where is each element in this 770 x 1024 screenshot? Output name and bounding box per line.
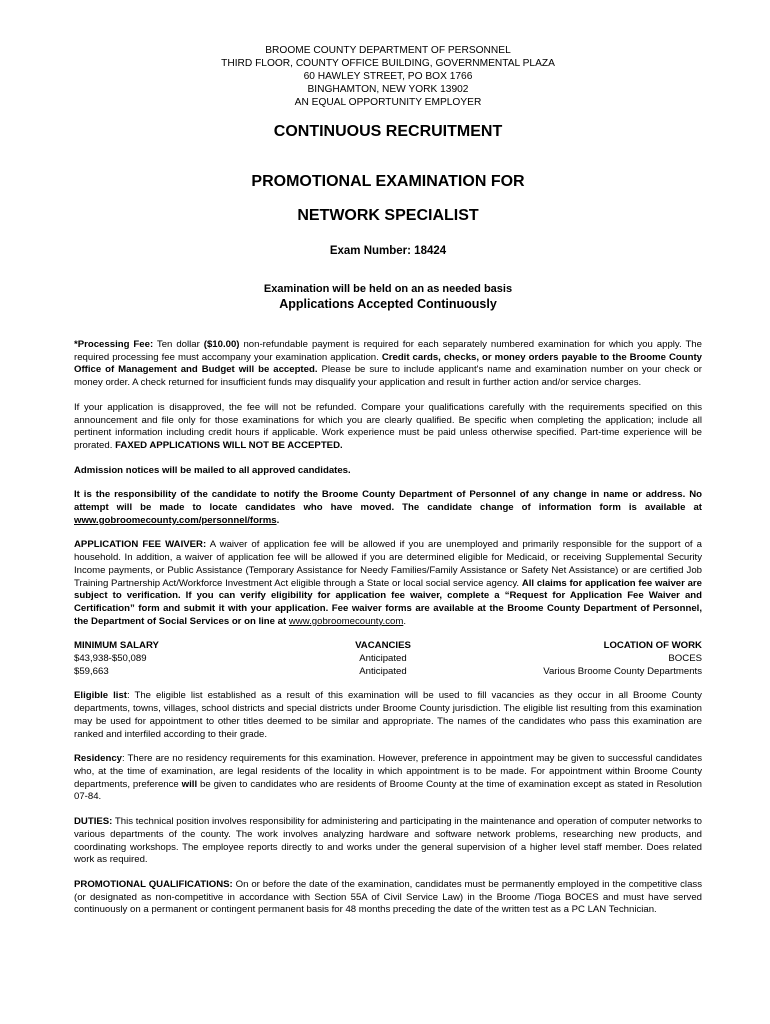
header-line-street: 60 HAWLEY STREET, PO BOX 1766 [303,71,473,82]
vacancies-column [308,640,458,678]
applications-accepted-notice: Applications Accepted Continuously [279,297,497,311]
forms-link[interactable]: www.gobroomecounty.com/personnel/forms [74,514,277,526]
salary-header: MINIMUM SALARY [74,640,159,652]
salary-column [74,640,284,678]
salary-vacancy-location-table [74,640,702,678]
exam-number: Exam Number: 18424 [329,245,447,257]
vacancies-value: Anticipated [359,665,407,677]
promotional-qualifications-paragraph: PROMOTIONAL QUALIFICATIONS: On or before the date of the examination, candidates must be permanently employed in the competitive class (or designated as non-competitive in accordance with Section 55A of Civil Service Law) in the Broome /Tioga BOCES and must have served continuously on a permanent or contingent permanent basis for 48 months preceding the date of the written test as a PC LAN Technician. [74,878,702,916]
county-website-link[interactable]: www.gobroomecounty.com [288,615,404,627]
processing-fee-paragraph: *Processing Fee: Ten dollar ($10.00) non-refundable payment is required for each separately numbered examination for which you apply. The required processing fee must accompany your examination application. Credit cards, checks, or money orders payable to the Broome County Office of Management and Budget will be accepted. Please be sure to include applicant's name and examination number on your check or money order. A check returned for insufficient funds may disqualify your application and result in further action and/or service charges. [74,339,702,389]
location-value: Various Broome County Departments [543,665,702,677]
disapproved-paragraph: If your application is disapproved, the fee will not be refunded. Compare your qualifications carefully with the requirements specified on this announcement and file only for those examinations for which you are clearly qualified. Be specific when completing the application; include all pertinent information including credit hours if applicable. Work experience must be paid unless otherwise specified. Part-time experience will be prorated. FAXED APPLICATIONS WILL NOT BE ACCEPTED. [74,401,702,451]
salary-value: $59,663 [74,665,109,677]
vacancies-value: Anticipated [359,653,407,665]
responsibility-paragraph: It is the responsibility of the candidate to notify the Broome County Department of Personnel of any change in name or address. No attempt will be made to locate candidates who have moved. The candidate change of information form is available at www.gobroomecounty.com/personnel/forms. [74,489,702,526]
residency-paragraph: Residency: There are no residency requirements for this examination. However, preference in appointment may be given to successful candidates who, at the time of examination, are legal residents of the locality in which appointment is to be made. For appointment within Broome County departments, preference will be given to candidates who are residents of Broome County at the time of examination except as stated in Resolution 07-84. [74,753,702,803]
header-line-building: THIRD FLOOR, COUNTY OFFICE BUILDING, GOVERNMENTAL PLAZA [221,58,555,69]
salary-value: $43,938-$50,089 [74,653,147,665]
residency-label: Residency [74,753,122,765]
recruitment-title: CONTINUOUS RECRUITMENT [273,123,503,140]
duties-paragraph: DUTIES: This technical position involves responsibility for administering and participating in the maintenance and operation of computer networks to various departments of the county. The work involves analyzing hardware and software network problems, researching new products, and coordinating workshops. The employee reports directly to and works under the general supervision of a higher level staff member. Does related work as required. [74,816,702,866]
fee-waiver-label: APPLICATION FEE WAIVER: [74,539,207,551]
fee-waiver-paragraph: APPLICATION FEE WAIVER: A waiver of application fee will be allowed if you are unemployed and primarily responsible for the support of a household. In addition, a waiver of application fee will be allowed if you are determined eligible for Medicaid, or receiving Supplemental Security Income payments, or Public Assistance (Temporary Assistance for Needy Families/Family Assistance or Safety Net Assistance) or are certified Job Training Partnership Act/Workforce Investment Act eligible through a State or local social service agency. All claims for application fee waiver are subject to verification. If you can verify eligibility for application fee waiver, complete a “Request for Application Fee Waiver and Certification” form and submit it with your application. Fee waiver forms are available at the Broome County Department of Personnel, the Department of Social Services or on line at www.gobroomecounty.com. [74,539,703,627]
location-header: LOCATION OF WORK [603,640,702,652]
promotional-qualifications-label: PROMOTIONAL QUALIFICATIONS: [74,878,233,890]
eligible-list-paragraph: Eligible list: The eligible list established as a result of this examination will be used to fill vacancies as they occur in all Broome County departments, towns, villages, school districts and special districts under Broome County jurisdiction. The eligible list resulting from this examination may be used for appointment to other titles deemed to be similar and appropriate. The names of the candidates who pass this examination are ranked and interfiled according to their grade. [74,690,702,740]
eligible-list-label: Eligible list [74,690,127,702]
processing-fee-label: *Processing Fee: [74,339,154,350]
agency-header [74,44,702,109]
duties-label: DUTIES: [74,816,113,828]
header-line-eoe: AN EQUAL OPPORTUNITY EMPLOYER [294,97,482,108]
exam-title-line2: NETWORK SPECIALIST [297,207,479,224]
header-line-city: BINGHAMTON, NEW YORK 13902 [307,84,469,95]
header-line-department: BROOME COUNTY DEPARTMENT OF PERSONNEL [265,45,511,56]
location-value: BOCES [668,653,702,665]
exam-held-notice: Examination will be held on an as needed basis [263,283,513,295]
vacancies-header: VACANCIES [355,640,411,652]
exam-title-line1: PROMOTIONAL EXAMINATION FOR [251,173,525,190]
admission-notice: Admission notices will be mailed to all approved candidates. [74,464,351,476]
location-column [482,640,702,678]
